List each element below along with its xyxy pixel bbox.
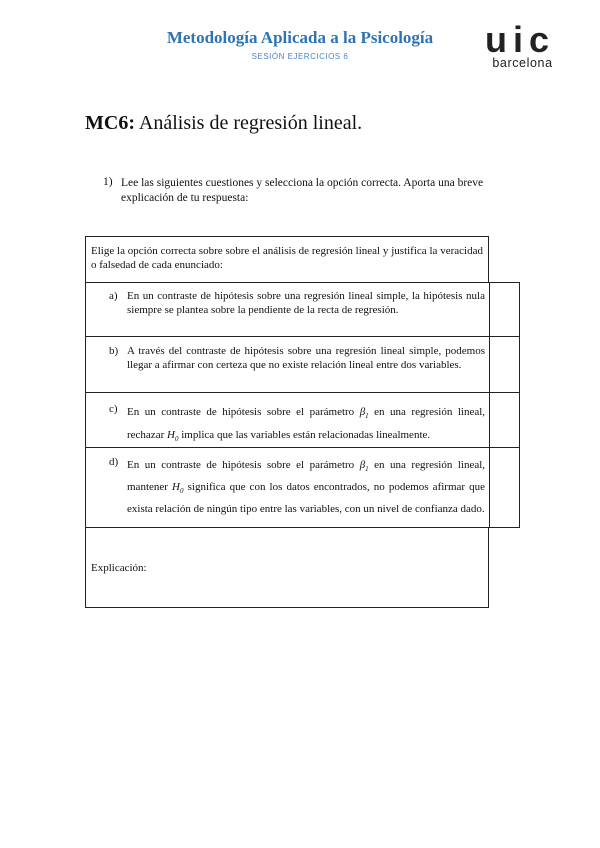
option-label: d) [109, 456, 119, 468]
answer-cell[interactable] [489, 337, 490, 392]
section-name: Análisis de regresión lineal. [138, 112, 363, 134]
section-title [85, 112, 362, 135]
beta-param: $\beta_1$ [359, 406, 369, 421]
option-row-a [85, 282, 520, 337]
session-label: SESIÓN EJERCICIOS 6 [251, 52, 349, 61]
option-text-part2: en una regresión lineal, rechazar [127, 406, 486, 442]
option-text: A través del contraste de hipótesis sobre una regresión lineal simple, podemos llegar a afirmar con certeza que no existe relación lineal entre dos variables. [127, 345, 485, 371]
option-text-part3: significa que con los datos encontrados, no podemos afirmar que exista relación de ningún tipo entre las variables, con un nivel de confianza dado. [127, 481, 486, 516]
option-row-b [85, 336, 520, 393]
option-text-part3: implica que las variables están relacionadas linealmente. [181, 429, 431, 442]
course-title: Metodología Aplicada a la Psicología [166, 28, 434, 47]
beta-param: $\beta_1$ [359, 459, 369, 474]
question-text: Lee las siguientes cuestiones y selecciona la opción correcta. Aporta una breve explicación de tu respuesta: [121, 177, 484, 204]
answer-cell[interactable] [489, 448, 490, 527]
option-label: b) [109, 345, 119, 357]
explanation-cell[interactable] [85, 527, 489, 608]
option-label: a) [109, 290, 118, 302]
option-text [127, 456, 485, 518]
option-text [127, 403, 485, 449]
null-hypothesis: $H_0$ [172, 481, 184, 496]
explanation-label: Explicación: [91, 562, 147, 574]
option-text-part2: en una regresión lineal, mantener [127, 459, 486, 494]
option-row-d [85, 447, 520, 528]
table-intro-text: Elige la opción correcta sobre sobre el análisis de regresión lineal y justifica la veracidad o falsedad de cada enunciado: [91, 245, 483, 271]
table-intro-cell [85, 236, 489, 283]
option-label: c) [109, 403, 118, 415]
option-text: En un contraste de hipótesis sobre una regresión lineal simple, la hipótesis nula siempre se plantea sobre la pendiente de la recta de regresión. [127, 290, 485, 316]
option-text-part1: En un contraste de hipótesis sobre el parámetro [127, 459, 355, 471]
option-text-part1: En un contraste de hipótesis sobre el parámetro [127, 406, 355, 418]
section-code: MC6: [85, 112, 135, 134]
option-row-c [85, 392, 520, 448]
answer-cell[interactable] [489, 283, 490, 336]
question-number: 1) [103, 176, 113, 188]
null-hypothesis: $H_0$ [167, 429, 179, 444]
logo-text: barcelona [492, 56, 553, 70]
logo-mark: uic [485, 22, 556, 60]
answer-cell[interactable] [489, 393, 490, 447]
